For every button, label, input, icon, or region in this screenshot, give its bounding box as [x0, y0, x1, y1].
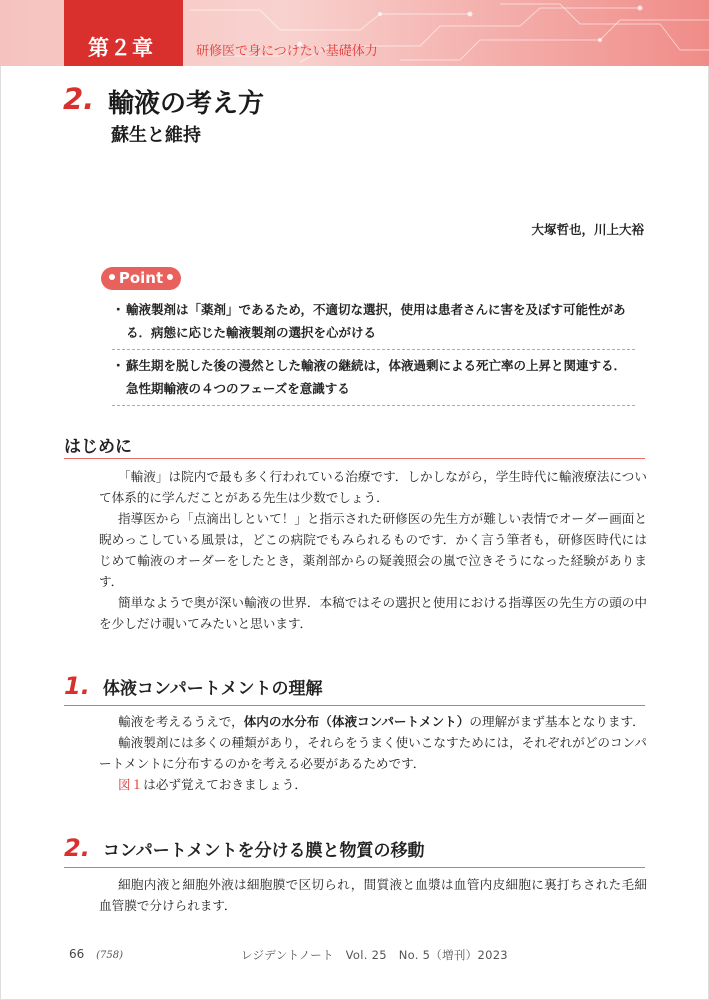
section-1-paragraph-2: 輸液製剤には多くの種類があり，それらをうまく使いこなすためには，それぞれがどのコンパートメントに分布するのかを考える必要があるためです．: [99, 735, 647, 771]
chapter-banner: [0, 0, 709, 66]
text-run: の理解がまず基本となります．: [469, 714, 645, 729]
article-subtitle: 蘇生と維持: [111, 125, 201, 146]
article-title: 輸液の考え方: [108, 89, 265, 119]
point-label: Point: [118, 269, 164, 287]
point-text: 輸液製剤は「薬剤」であるため，不適切な選択，使用は患者さんに害を及ぼす可能性がある．病態に応じた輸液製剤の選択を心がける: [126, 302, 626, 340]
page-footer: [69, 947, 649, 961]
bold-term: 体内の水分布（体液コンパートメント）: [243, 714, 470, 729]
dot-icon: [109, 274, 115, 280]
intro-heading: [64, 432, 645, 459]
section-2-heading: [64, 834, 645, 868]
intro-paragraph-1: 「輸液」は院内で最も多く行われている治療です．しかしながら，学生時代に輸液療法について体系的に学んだことがある先生は少数でしょう．: [99, 469, 647, 505]
article-number: 2.: [63, 82, 95, 116]
section-1-heading: [64, 672, 645, 706]
intro-paragraph-2: 指導医から「点滴出しといて！」と指示された研修医の先生方が難しい表情でオーダー画面と睨めっこしている風景は，どこの病院でもみられるものです．かく言う筆者も，研修医時代にはじめて輸液のオーダーをしたとき，薬剤部からの疑義照会の嵐で泣きそうになった経験があります．: [99, 511, 648, 589]
intro-heading-text: はじめに: [64, 437, 132, 457]
point-item: [112, 294, 635, 350]
journal-info: レジデントノート Vol. 25 No. 5（増刊）2023: [241, 948, 508, 962]
original-page-number: (758): [96, 950, 123, 961]
section-1-paragraph-1: [99, 711, 647, 732]
intro-paragraph-3: 簡単なようで奥が深い輸液の世界．本稿ではその選択と使用における指導医の先生方の頭の中を少しだけ覗いてみたいと思います．: [99, 595, 648, 631]
point-item: [112, 350, 635, 406]
authors: 大塚哲也，川上大裕: [531, 222, 644, 237]
page-number: 66: [69, 947, 85, 961]
section-2-number: 2.: [64, 834, 90, 862]
section-1-paragraph-3: [99, 774, 647, 795]
text-run: は必ず覚えておきましょう．: [143, 777, 307, 792]
section-1-number: 1.: [64, 672, 90, 700]
section-2-paragraph-1: 細胞内液と細胞外液は細胞膜で区切られ，間質液と血漿は血管内皮細胞に裏打ちされた毛細血管膜で分けられます．: [99, 877, 647, 913]
section-1-title: 体液コンパートメントの理解: [102, 679, 323, 699]
text-run: 輸液を考えるうえで，: [118, 714, 244, 729]
figure-reference-link[interactable]: 図１: [118, 777, 144, 792]
dot-icon: [167, 274, 173, 280]
bullet: ・: [112, 358, 125, 373]
chapter-label: 第２章: [88, 35, 154, 60]
point-badge: [101, 267, 181, 290]
section-2-title: コンパートメントを分ける膜と物質の移動: [102, 841, 425, 861]
chapter-subtitle: 研修医で身につけたい基礎体力: [196, 44, 378, 59]
point-list: [112, 294, 635, 406]
point-text: 蘇生期を脱した後の漫然とした輸液の継続は，体液過剰による死亡率の上昇と関連する．急性期輸液の４つのフェーズを意識する: [126, 358, 627, 396]
bullet: ・: [112, 302, 125, 317]
